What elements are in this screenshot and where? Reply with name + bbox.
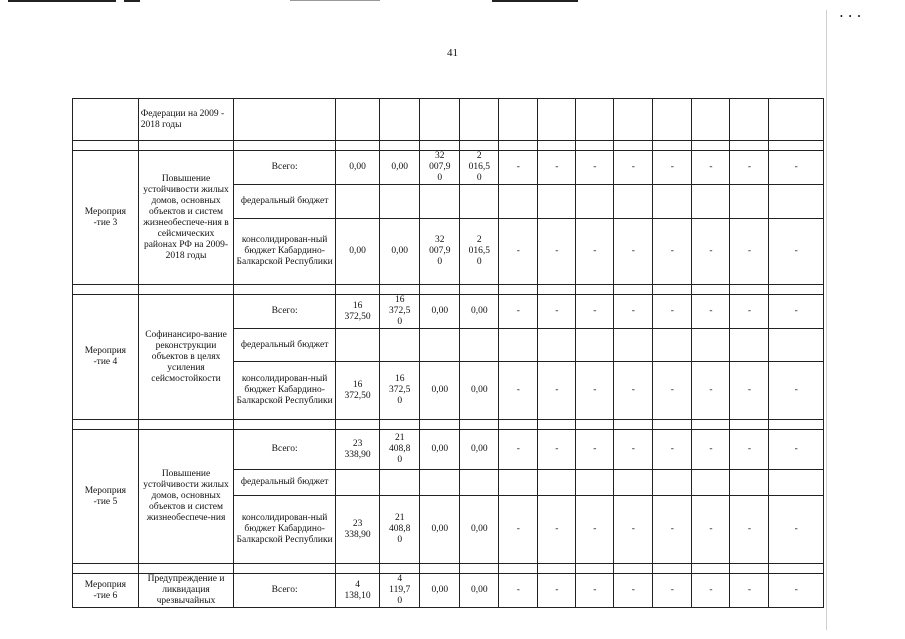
description-cell: Федерации на 2009 - 2018 годы <box>138 99 234 141</box>
measure-cell: Мероприя -тие 3 <box>73 151 139 285</box>
dash-cell: - <box>692 430 730 470</box>
empty-cell <box>730 141 769 151</box>
empty-cell <box>380 99 420 141</box>
empty-cell <box>576 141 614 151</box>
amount-cell <box>460 329 499 362</box>
amount-cell <box>380 470 420 496</box>
empty-cell <box>538 470 576 496</box>
dash-cell: - <box>769 295 824 329</box>
dash-cell: - <box>730 362 769 420</box>
empty-cell <box>653 99 692 141</box>
description-cell: Повышение устойчивости жилых домов, основных объектов и систем жизнеобеспече-ния <box>138 430 234 564</box>
amount-cell: 0,00 <box>380 219 420 285</box>
amount-cell: 0,00 <box>420 574 460 608</box>
amount-cell <box>380 185 420 219</box>
table-row <box>73 430 824 470</box>
empty-cell <box>692 329 730 362</box>
table-spacer-row <box>73 141 824 151</box>
scan-artifact-line <box>8 0 116 2</box>
measure-cell <box>73 99 139 141</box>
measure-cell: Мероприя -тие 6 <box>73 574 139 608</box>
empty-cell <box>653 420 692 430</box>
empty-cell <box>335 420 379 430</box>
amount-cell: 23 338,90 <box>335 496 379 564</box>
dash-cell: - <box>653 574 692 608</box>
description-cell: Повышение устойчивости жилых домов, основных объектов и систем жизнеобеспече-ния в сейсмических районах РФ на 2009-2018 годы <box>138 151 234 285</box>
empty-cell <box>538 285 576 295</box>
empty-cell <box>769 185 824 219</box>
empty-cell <box>730 185 769 219</box>
dash-cell: - <box>499 496 538 564</box>
empty-cell <box>730 470 769 496</box>
empty-cell <box>653 185 692 219</box>
dash-cell: - <box>614 151 653 185</box>
empty-cell <box>730 420 769 430</box>
dash-cell: - <box>538 219 576 285</box>
dash-cell: - <box>499 151 538 185</box>
table-row <box>73 574 824 608</box>
amount-cell <box>335 329 379 362</box>
empty-cell <box>614 285 653 295</box>
amount-cell: 0,00 <box>460 430 499 470</box>
empty-cell <box>614 141 653 151</box>
dash-cell: - <box>576 295 614 329</box>
dash-cell: - <box>499 219 538 285</box>
dash-cell: - <box>499 430 538 470</box>
amount-cell: 32 007,9 0 <box>420 219 460 285</box>
amount-cell <box>420 329 460 362</box>
dash-cell: - <box>769 151 824 185</box>
dash-cell: - <box>653 151 692 185</box>
empty-cell <box>380 285 420 295</box>
funding-source-cell: федеральный бюджет <box>234 329 336 362</box>
dash-cell: - <box>653 219 692 285</box>
empty-cell <box>335 564 379 574</box>
empty-cell <box>138 420 234 430</box>
empty-cell <box>234 420 336 430</box>
dash-cell: - <box>653 362 692 420</box>
empty-cell <box>653 285 692 295</box>
dash-cell: - <box>653 430 692 470</box>
empty-cell <box>653 141 692 151</box>
amount-cell: 16 372,5 0 <box>380 362 420 420</box>
empty-cell <box>538 329 576 362</box>
dash-cell: - <box>499 362 538 420</box>
empty-cell <box>614 185 653 219</box>
dash-cell: - <box>692 151 730 185</box>
amount-cell: 21 408,8 0 <box>380 496 420 564</box>
empty-cell <box>769 420 824 430</box>
funding-source-cell: консолидирован-ный бюджет Кабардино-Балкарской Республики <box>234 362 336 420</box>
empty-cell <box>138 564 234 574</box>
dash-cell: - <box>538 295 576 329</box>
dash-cell: - <box>614 574 653 608</box>
dash-cell: - <box>730 430 769 470</box>
empty-cell <box>73 564 139 574</box>
empty-cell <box>499 185 538 219</box>
amount-cell <box>420 470 460 496</box>
funding-source-cell: Всего: <box>234 295 336 329</box>
empty-cell <box>769 329 824 362</box>
empty-cell <box>499 420 538 430</box>
amount-cell <box>380 329 420 362</box>
dash-cell: - <box>538 151 576 185</box>
funding-source-cell: Всего: <box>234 430 336 470</box>
dash-cell: - <box>614 362 653 420</box>
empty-cell <box>499 99 538 141</box>
empty-cell <box>538 141 576 151</box>
empty-cell <box>420 285 460 295</box>
table-spacer-row <box>73 564 824 574</box>
description-cell: Софинансиро-вание реконструкции объектов в целях усиления сейсмостойкости <box>138 295 234 420</box>
empty-cell <box>576 285 614 295</box>
amount-cell: 4 138,10 <box>335 574 379 608</box>
dash-cell: - <box>576 430 614 470</box>
budget-table <box>72 98 824 608</box>
empty-cell <box>769 564 824 574</box>
empty-cell <box>73 285 139 295</box>
dash-cell: - <box>614 295 653 329</box>
dash-cell: - <box>499 574 538 608</box>
dash-cell: - <box>769 574 824 608</box>
amount-cell: 21 408,8 0 <box>380 430 420 470</box>
dash-cell: - <box>730 496 769 564</box>
measure-cell: Мероприя -тие 4 <box>73 295 139 420</box>
empty-cell <box>769 470 824 496</box>
empty-cell <box>380 141 420 151</box>
amount-cell: 0,00 <box>460 496 499 564</box>
empty-cell <box>576 420 614 430</box>
dash-cell: - <box>499 295 538 329</box>
page-number: 41 <box>447 47 458 59</box>
dash-cell: - <box>769 496 824 564</box>
amount-cell <box>420 185 460 219</box>
funding-source-cell: консолидирован-ный бюджет Кабардино-Балкарской Республики <box>234 219 336 285</box>
table-row <box>73 295 824 329</box>
empty-cell <box>730 285 769 295</box>
amount-cell <box>335 470 379 496</box>
dash-cell: - <box>653 496 692 564</box>
empty-cell <box>769 141 824 151</box>
empty-cell <box>730 99 769 141</box>
empty-cell <box>499 141 538 151</box>
empty-cell <box>499 285 538 295</box>
amount-cell: 2 016,5 0 <box>460 151 499 185</box>
empty-cell <box>420 564 460 574</box>
empty-cell <box>614 329 653 362</box>
amount-cell: 0,00 <box>335 151 379 185</box>
empty-cell <box>614 470 653 496</box>
scan-artifact-line <box>492 0 578 2</box>
empty-cell <box>73 141 139 151</box>
empty-cell <box>73 420 139 430</box>
amount-cell: 23 338,90 <box>335 430 379 470</box>
dash-cell: - <box>730 151 769 185</box>
empty-cell <box>692 99 730 141</box>
empty-cell <box>460 99 499 141</box>
scan-artifact-line <box>124 0 140 2</box>
empty-cell <box>576 99 614 141</box>
funding-source-cell: Всего: <box>234 574 336 608</box>
dash-cell: - <box>538 362 576 420</box>
empty-cell <box>769 99 824 141</box>
empty-cell <box>380 564 420 574</box>
empty-cell <box>335 285 379 295</box>
dash-cell: - <box>692 574 730 608</box>
empty-cell <box>769 285 824 295</box>
empty-cell <box>460 564 499 574</box>
dash-cell: - <box>730 219 769 285</box>
empty-cell <box>499 329 538 362</box>
empty-cell <box>538 99 576 141</box>
description-cell: Предупреждение и ликвидация чрезвычайных <box>138 574 234 608</box>
amount-cell: 0,00 <box>420 430 460 470</box>
funding-source-cell: федеральный бюджет <box>234 470 336 496</box>
amount-cell: 0,00 <box>420 362 460 420</box>
empty-cell <box>653 564 692 574</box>
empty-cell <box>460 285 499 295</box>
empty-cell <box>234 285 336 295</box>
empty-cell <box>692 564 730 574</box>
scan-artifact-line <box>290 0 380 1</box>
dash-cell: - <box>692 496 730 564</box>
empty-cell <box>653 329 692 362</box>
empty-cell <box>420 99 460 141</box>
amount-cell: 0,00 <box>420 496 460 564</box>
empty-cell <box>499 564 538 574</box>
dash-cell: - <box>538 574 576 608</box>
empty-cell <box>614 99 653 141</box>
dash-cell: - <box>692 362 730 420</box>
amount-cell: 16 372,50 <box>335 362 379 420</box>
empty-cell <box>614 564 653 574</box>
empty-cell <box>335 99 379 141</box>
empty-cell <box>576 470 614 496</box>
empty-cell <box>576 329 614 362</box>
funding-source-cell: консолидирован-ный бюджет Кабардино-Балкарской Республики <box>234 496 336 564</box>
empty-cell <box>234 141 336 151</box>
empty-cell <box>653 470 692 496</box>
empty-cell <box>576 564 614 574</box>
amount-cell <box>460 470 499 496</box>
amount-cell: 4 119,7 0 <box>380 574 420 608</box>
amount-cell: 16 372,50 <box>335 295 379 329</box>
dash-cell: - <box>538 496 576 564</box>
dash-cell: - <box>576 219 614 285</box>
dash-cell: - <box>576 362 614 420</box>
empty-cell <box>538 420 576 430</box>
amount-cell: 0,00 <box>460 574 499 608</box>
empty-cell <box>692 470 730 496</box>
empty-cell <box>692 141 730 151</box>
scan-artifact-dots: ••• <box>840 12 867 21</box>
dash-cell: - <box>614 496 653 564</box>
amount-cell: 0,00 <box>460 362 499 420</box>
amount-cell: 0,00 <box>420 295 460 329</box>
empty-cell <box>335 141 379 151</box>
scan-page-edge <box>826 10 827 630</box>
dash-cell: - <box>576 496 614 564</box>
amount-cell: 0,00 <box>460 295 499 329</box>
amount-cell: 2 016,5 0 <box>460 219 499 285</box>
amount-cell <box>460 185 499 219</box>
empty-cell <box>576 185 614 219</box>
empty-cell <box>692 185 730 219</box>
amount-cell: 0,00 <box>335 219 379 285</box>
table-row <box>73 151 824 185</box>
empty-cell <box>499 470 538 496</box>
dash-cell: - <box>769 219 824 285</box>
dash-cell: - <box>576 574 614 608</box>
empty-cell <box>380 420 420 430</box>
empty-cell <box>234 99 336 141</box>
empty-cell <box>538 185 576 219</box>
dash-cell: - <box>653 295 692 329</box>
amount-cell: 16 372,5 0 <box>380 295 420 329</box>
amount-cell <box>335 185 379 219</box>
dash-cell: - <box>769 430 824 470</box>
table-spacer-row <box>73 285 824 295</box>
empty-cell <box>420 141 460 151</box>
empty-cell <box>730 564 769 574</box>
dash-cell: - <box>538 430 576 470</box>
table-row <box>73 99 824 141</box>
empty-cell <box>234 564 336 574</box>
empty-cell <box>138 285 234 295</box>
table-spacer-row <box>73 420 824 430</box>
dash-cell: - <box>769 362 824 420</box>
empty-cell <box>614 420 653 430</box>
funding-source-cell: Всего: <box>234 151 336 185</box>
dash-cell: - <box>730 295 769 329</box>
measure-cell: Мероприя -тие 5 <box>73 430 139 564</box>
empty-cell <box>692 420 730 430</box>
dash-cell: - <box>614 219 653 285</box>
empty-cell <box>460 141 499 151</box>
empty-cell <box>420 420 460 430</box>
empty-cell <box>460 420 499 430</box>
empty-cell <box>692 285 730 295</box>
dash-cell: - <box>692 295 730 329</box>
amount-cell: 0,00 <box>380 151 420 185</box>
dash-cell: - <box>614 430 653 470</box>
dash-cell: - <box>576 151 614 185</box>
empty-cell <box>730 329 769 362</box>
amount-cell: 32 007,9 0 <box>420 151 460 185</box>
empty-cell <box>138 141 234 151</box>
dash-cell: - <box>692 219 730 285</box>
dash-cell: - <box>730 574 769 608</box>
funding-source-cell: федеральный бюджет <box>234 185 336 219</box>
empty-cell <box>538 564 576 574</box>
